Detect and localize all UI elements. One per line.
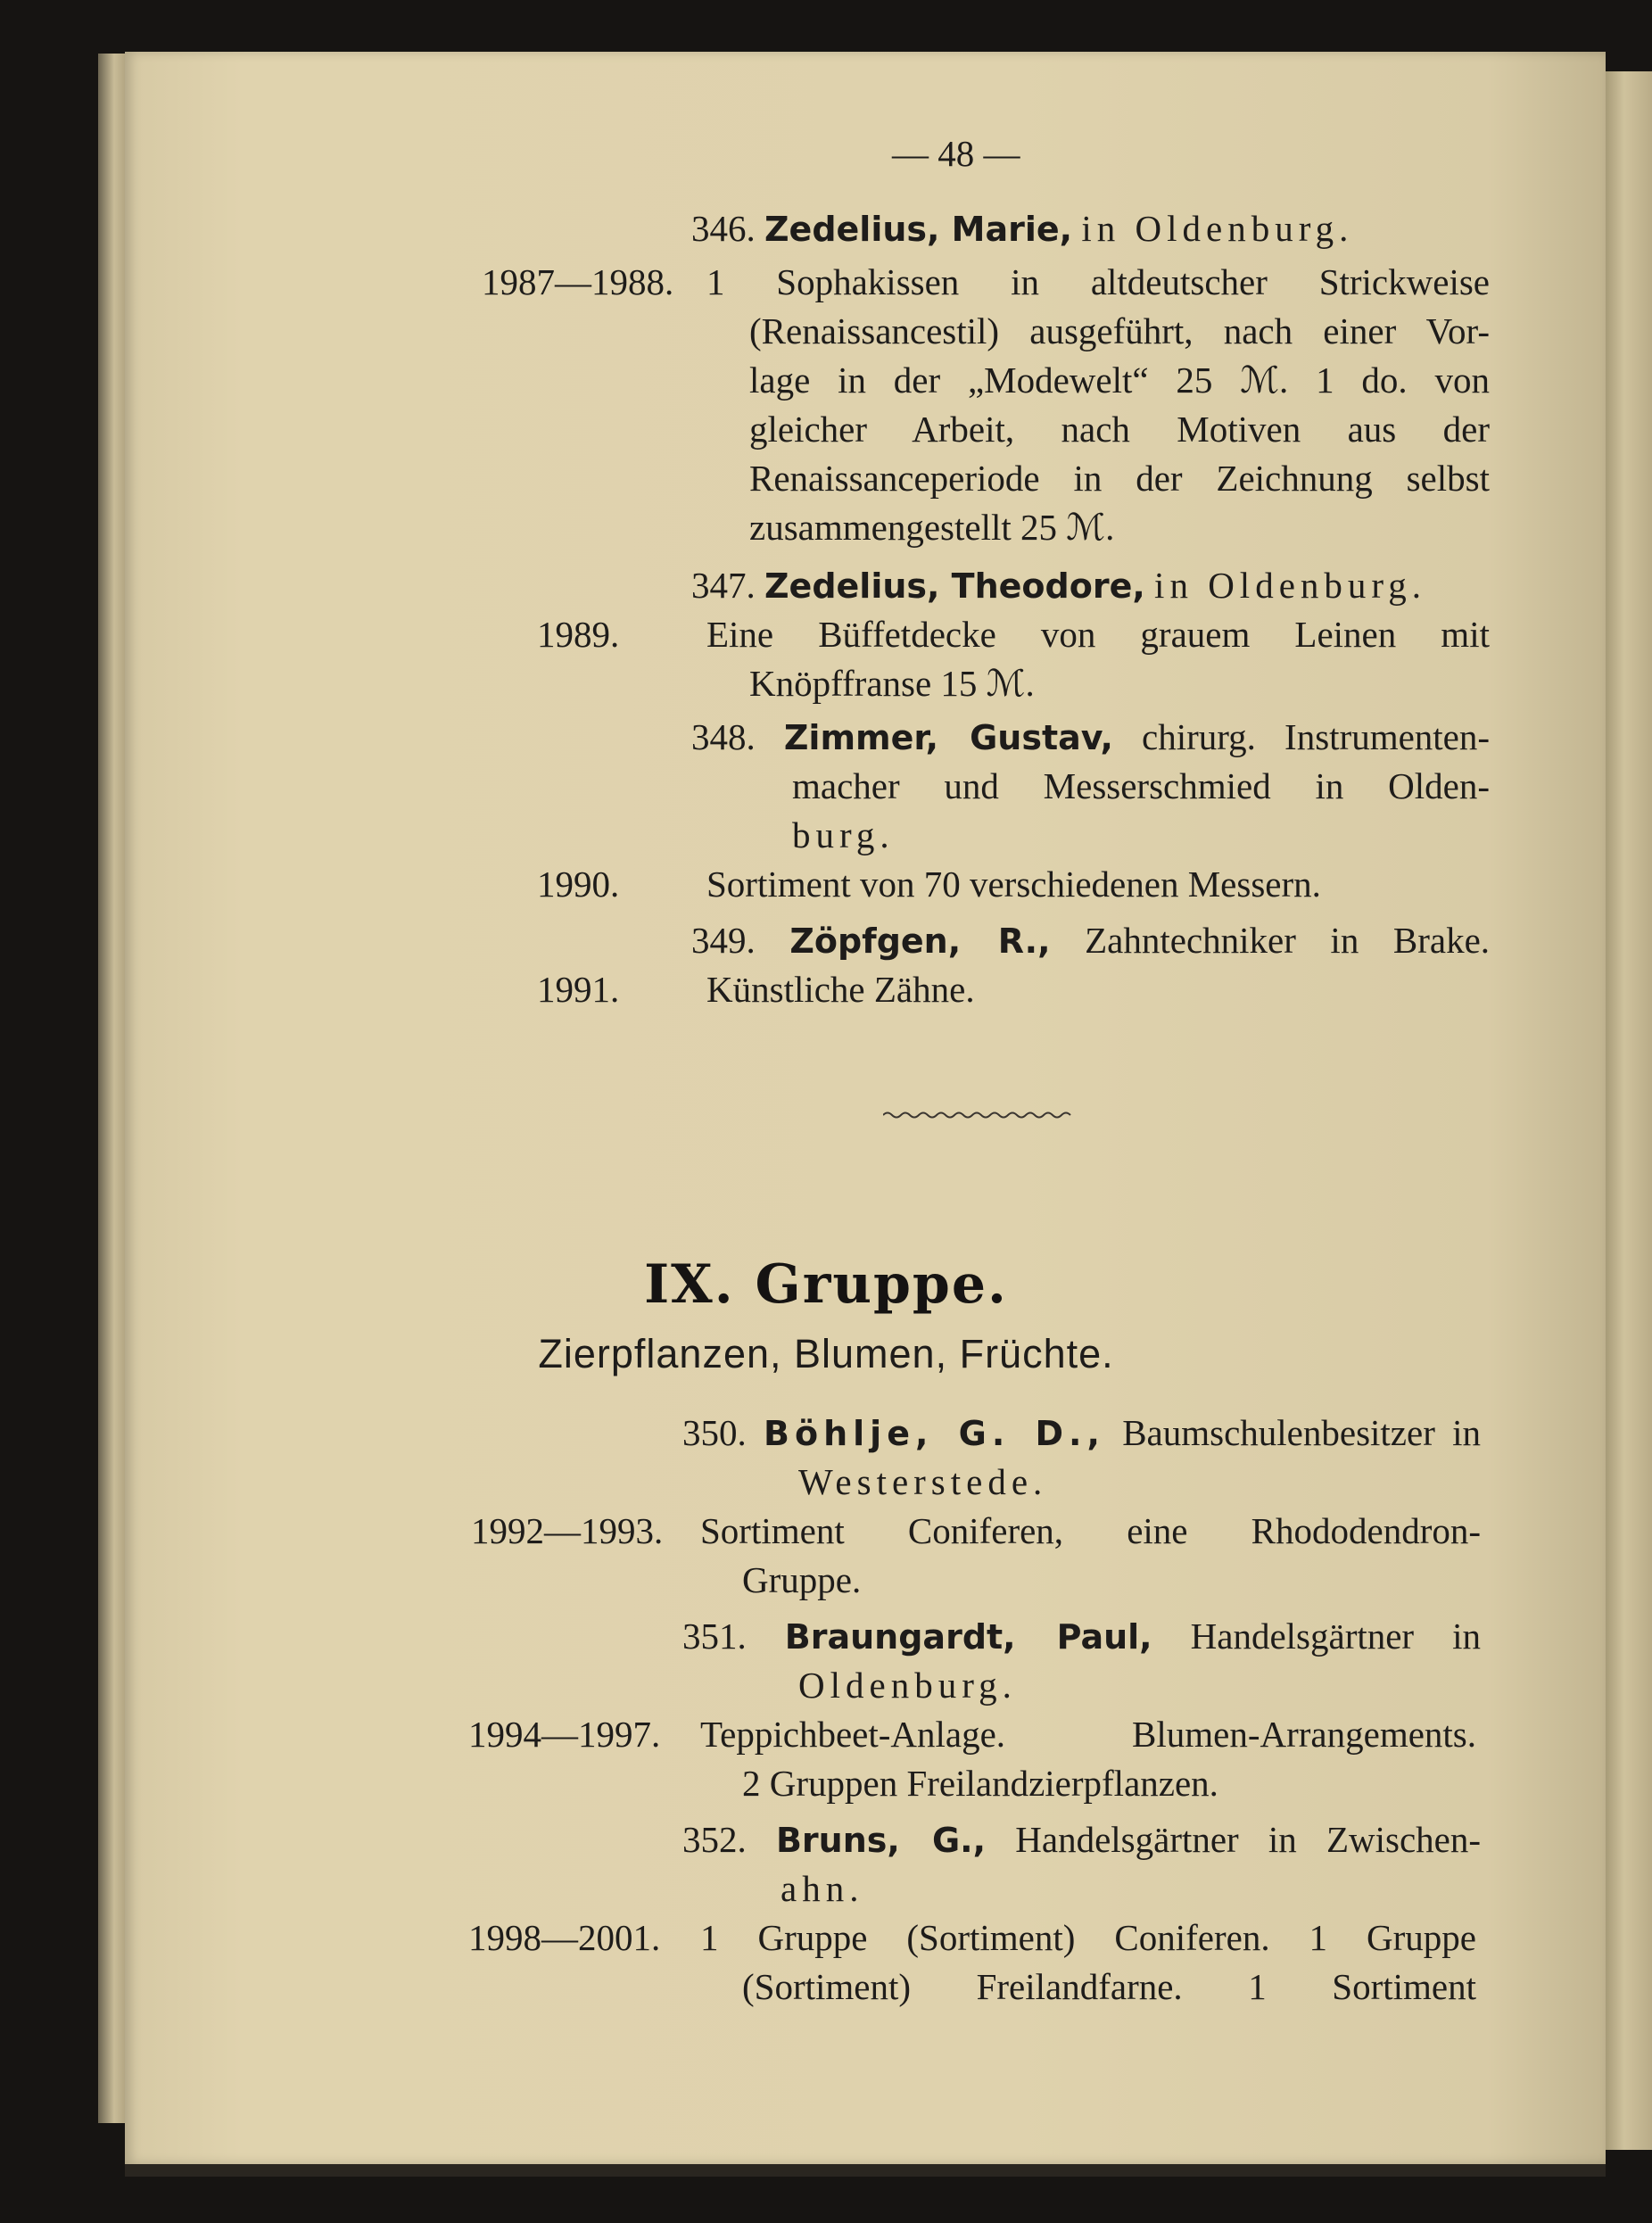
entry-text-line: 2 Gruppen Freilandzierpflanzen. bbox=[742, 1763, 1218, 1804]
group-title: IX. Gruppe. bbox=[644, 1253, 1008, 1316]
entry-text-line: Renaissanceperiode in der Zeichnung selbst bbox=[749, 458, 1490, 499]
catalog-ids: 1992—1993. bbox=[471, 1510, 664, 1551]
entry-text-line: Künstliche Zähne. bbox=[706, 969, 975, 1010]
catalog-ids: 1991. bbox=[537, 969, 620, 1010]
catalog-ids: 1990. bbox=[537, 864, 620, 905]
entry-heading-348: 348. Zimmer, Gustav, chirurg. Instrumenten- bbox=[691, 716, 1491, 757]
entry-heading-line: Westerstede. bbox=[798, 1461, 1048, 1502]
catalog-ids: 1998—2001. bbox=[468, 1917, 661, 1958]
exhibitor-name: Zimmer, Gustav, bbox=[783, 718, 1113, 757]
entry-heading-346: 346. Zedelius, Marie, in Oldenburg. bbox=[691, 208, 1354, 249]
exhibitor-name: Zedelius, Marie, bbox=[764, 210, 1073, 249]
catalog-ids: 1989. bbox=[537, 614, 620, 655]
exhibitor-name: Zöpfgen, R., bbox=[789, 921, 1051, 961]
entry-heading-347: 347. Zedelius, Theodore, in Oldenburg. bbox=[691, 565, 1427, 606]
catalog-ids: 1987—1988. bbox=[482, 261, 674, 302]
catalog-ids: 1994—1997. bbox=[468, 1714, 661, 1755]
entry-text-line: Gruppe. bbox=[742, 1559, 862, 1600]
entry-heading-351: 351. Braungardt, Paul, Handelsgärtner in bbox=[682, 1616, 1481, 1657]
entry-text-line: Knöpffranse 15 ℳ. bbox=[749, 663, 1035, 704]
facing-page-edge bbox=[1606, 71, 1652, 2150]
entry-heading-line: macher und Messerschmied in Olden- bbox=[792, 765, 1490, 806]
entry-text-line: Eine Büffetdecke von grauem Leinen mit bbox=[706, 614, 1490, 655]
entry-heading-line: ahn. bbox=[781, 1868, 864, 1909]
entry-text-line: zusammengestellt 25 ℳ. bbox=[749, 507, 1115, 548]
entry-text-line: (Renaissancestil) ausgeführt, nach einer Vor- bbox=[749, 310, 1490, 351]
exhibitor-name: Bruns, G., bbox=[775, 1821, 987, 1860]
entry-text-line: gleicher Arbeit, nach Motiven aus der bbox=[749, 409, 1490, 450]
divider-ornament bbox=[883, 1109, 1075, 1121]
entry-heading-349: 349. Zöpfgen, R., Zahntechniker in Brake. bbox=[691, 920, 1491, 961]
book-spine bbox=[98, 54, 125, 2123]
entry-text-line: 1 Gruppe (Sortiment) Coniferen. 1 Gruppe bbox=[700, 1917, 1476, 1958]
entry-text-line: 1 Sophakissen in altdeutscher Strickweise bbox=[706, 261, 1490, 302]
group-subtitle: Zierpflanzen, Blumen, Früchte. bbox=[538, 1331, 1114, 1376]
entry-heading-350: 350. Böhlje, G. D., Baumschulenbesitzer in bbox=[682, 1412, 1482, 1453]
exhibitor-name: Böhlje, G. D., bbox=[764, 1414, 1105, 1453]
entry-heading-352: 352. Bruns, G., Handelsgärtner in Zwischen- bbox=[682, 1819, 1482, 1860]
entry-text-line: Teppichbeet-Anlage. Blumen-Arrangements. bbox=[700, 1714, 1476, 1755]
entry-text-line: lage in der „Modewelt“ 25 ℳ. 1 do. von bbox=[749, 359, 1490, 401]
entry-heading-line: Oldenburg. bbox=[798, 1665, 1017, 1706]
page-bottom-shadow bbox=[125, 2164, 1606, 2177]
page-number: — 48 — bbox=[892, 133, 1020, 174]
entry-text-line: Sortiment von 70 verschiedenen Messern. bbox=[706, 864, 1321, 905]
entry-heading-line: burg. bbox=[792, 814, 895, 855]
exhibitor-name: Zedelius, Theodore, bbox=[764, 566, 1145, 606]
entry-text-line: Sortiment Coniferen, eine Rhododendron- bbox=[700, 1510, 1481, 1551]
exhibitor-name: Braungardt, Paul, bbox=[784, 1617, 1152, 1657]
entry-text-line: (Sortiment) Freilandfarne. 1 Sortiment bbox=[742, 1966, 1476, 2007]
